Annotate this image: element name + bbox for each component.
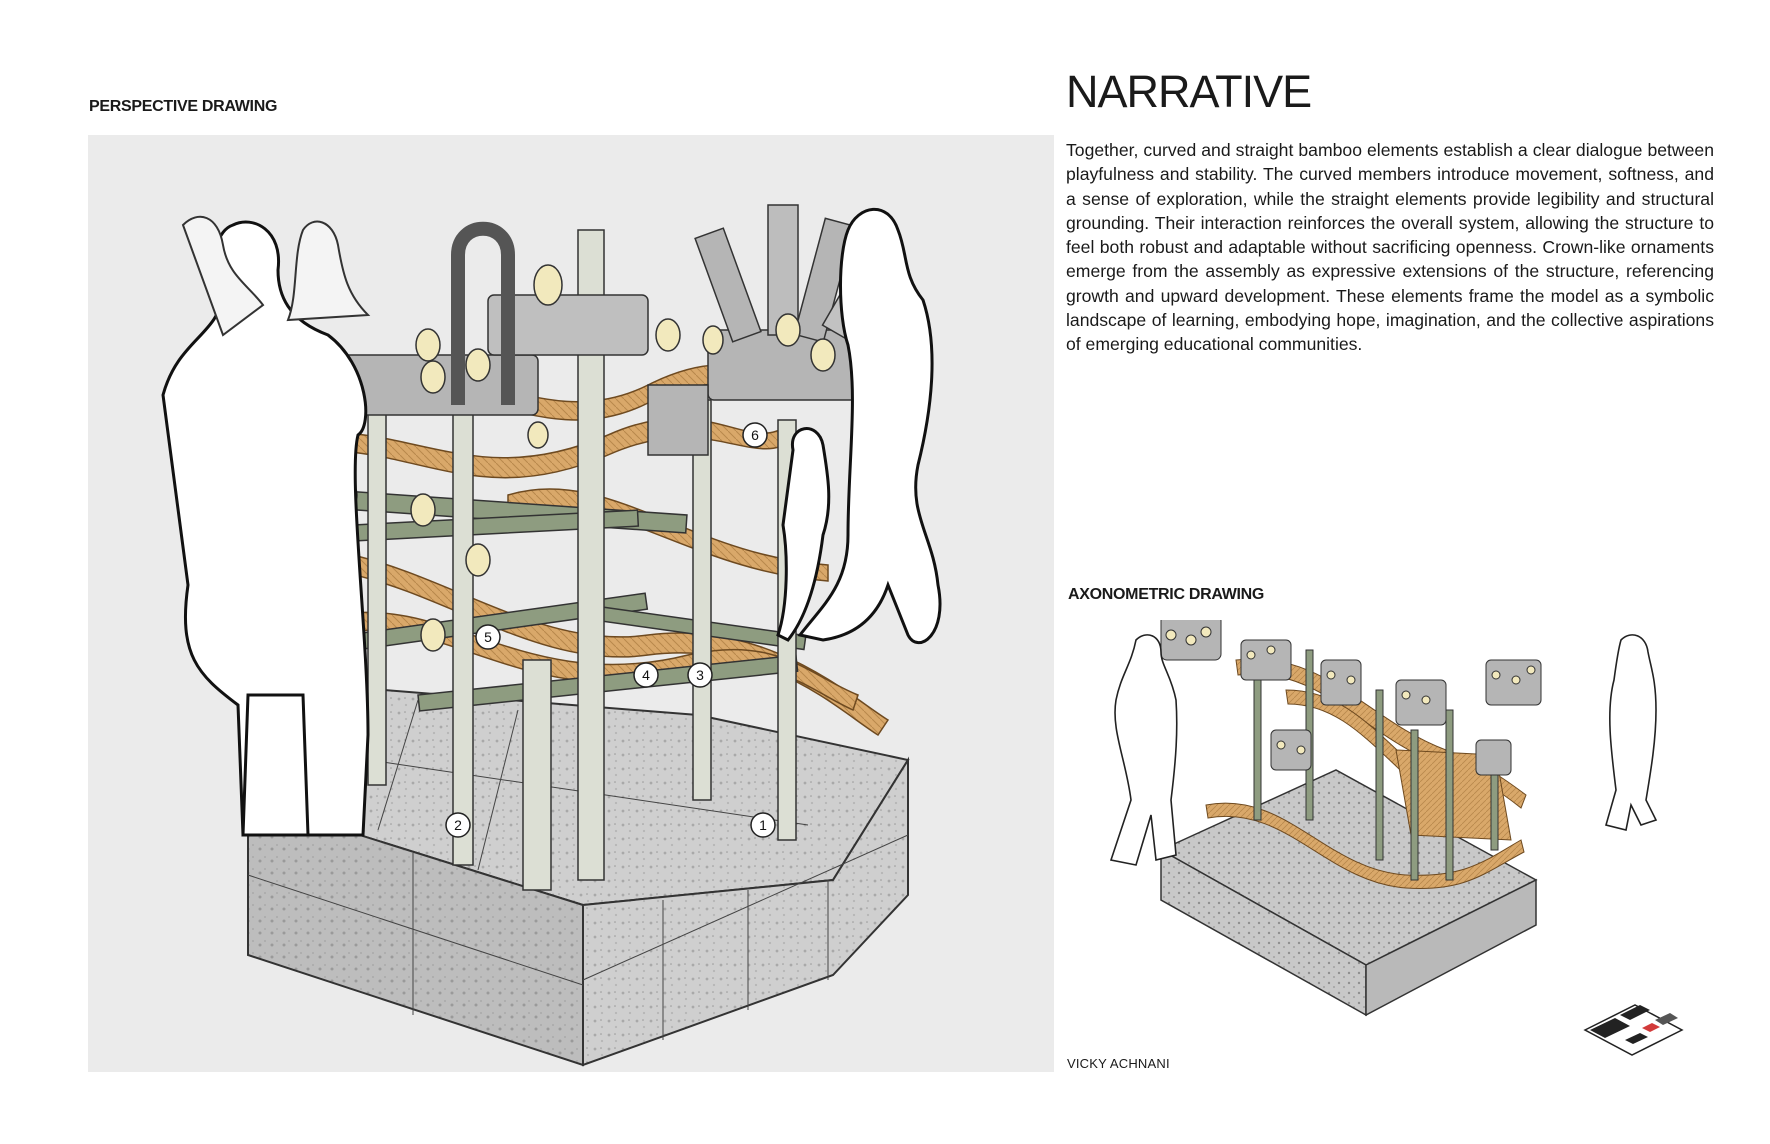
svg-text:1: 1: [759, 817, 767, 833]
callout-6: [743, 423, 767, 447]
axonometric-drawing: [1066, 620, 1716, 1050]
callout-4: [634, 663, 658, 687]
author-credit: VICKY ACHNANI: [1067, 1056, 1170, 1071]
key-plan-icon: [1580, 990, 1686, 1060]
axo-crowns: [1161, 620, 1541, 775]
callout-2: [446, 813, 470, 837]
svg-text:3: 3: [696, 667, 704, 683]
svg-text:2: 2: [454, 817, 462, 833]
svg-text:4: 4: [642, 667, 650, 683]
narrative-title: NARRATIVE: [1066, 66, 1312, 117]
axonometric-drawing-title: AXONOMETRIC DRAWING: [1068, 586, 1265, 603]
axo-person-right: [1606, 635, 1656, 830]
callout-5: [476, 625, 500, 649]
callout-3: [688, 663, 712, 687]
axo-person-left: [1111, 635, 1177, 865]
person-figure-right: [778, 209, 940, 642]
narrative-body: Together, curved and straight bamboo elements establish a clear dialogue between playfulness and stability. The curved members introduce movement, softness, and a sense of exploration, while the straight elements provide legibility and structural grounding. Their interaction reinforces the overall system, allowing the structure to feel both robust and adaptable without sacrificing openness. Crown-like ornaments emerge from the assembly as expressive extensions of the structure, referencing growth and upward development. These elements frame the model as a symbolic landscape of learning, embodying hope, imagination, and the collective aspirations of emerging educational communities.: [1066, 140, 1714, 355]
perspective-drawing: [88, 135, 1054, 1072]
callout-1: [751, 813, 775, 837]
perspective-drawing-title: PERSPECTIVE DRAWING: [89, 98, 278, 115]
svg-text:5: 5: [484, 629, 492, 645]
svg-text:6: 6: [751, 427, 759, 443]
